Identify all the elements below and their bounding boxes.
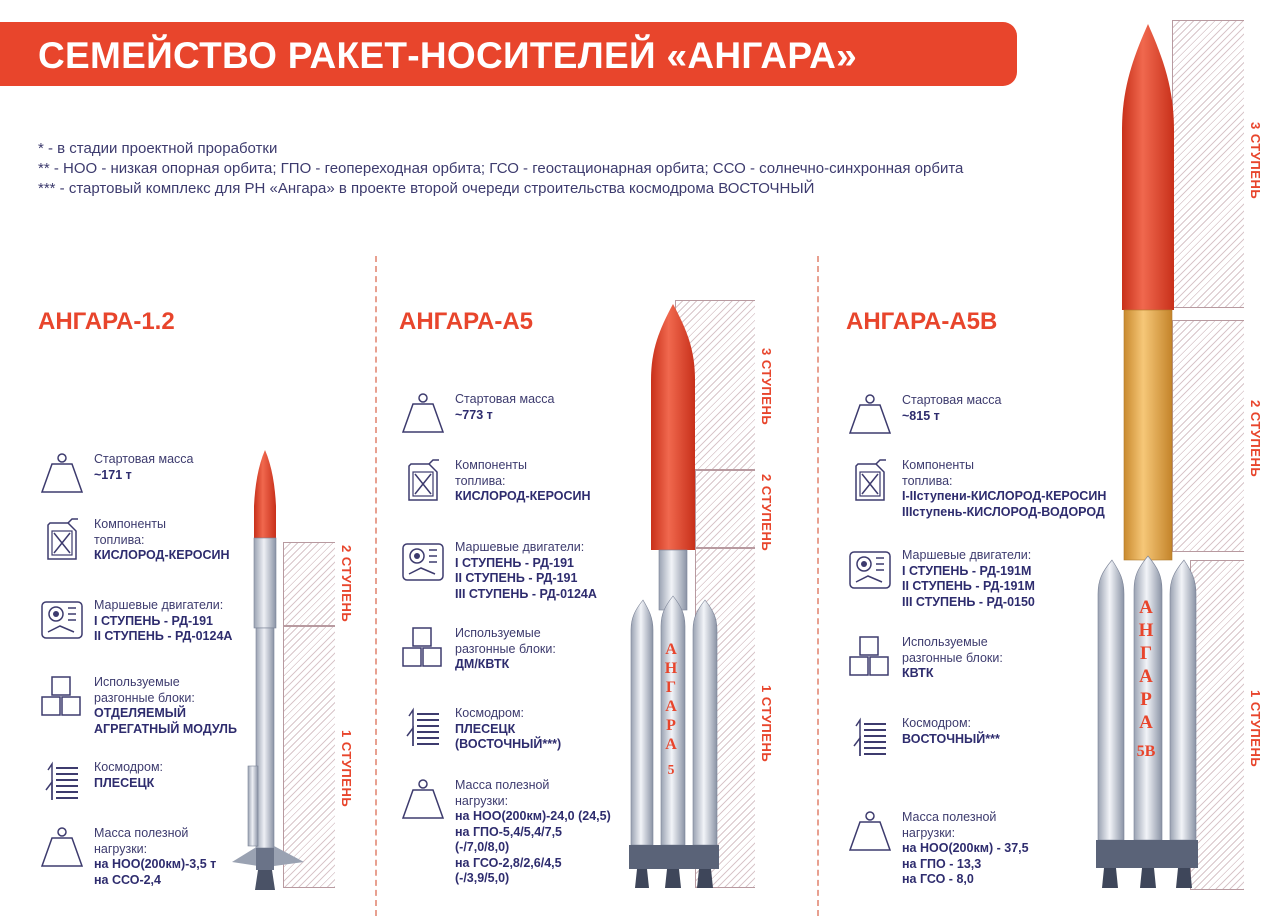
spec-cosmodrome	[399, 706, 561, 753]
spec-fuel	[38, 517, 230, 564]
spec-label: Используемые	[902, 635, 988, 649]
spec-value: на ГПО - 13,3	[902, 856, 982, 871]
spec-label: Масса полезной	[902, 810, 997, 824]
fuel-canister-icon	[846, 458, 894, 502]
spec-label: нагрузки:	[455, 793, 509, 808]
spec-value: (-/7,0/8,0)	[455, 840, 510, 854]
spec-payload	[38, 826, 216, 888]
stage-label: 2 СТУПЕНЬ	[759, 474, 774, 552]
column-divider	[375, 256, 377, 916]
title-banner	[0, 22, 1017, 86]
spec-value: III СТУПЕНЬ - РД-0150	[902, 594, 1035, 609]
engine-icon	[399, 540, 447, 584]
body-letter: Г	[665, 679, 677, 696]
spec-value: КИСЛОРОД-КЕРОСИН	[94, 548, 230, 562]
engine-icon	[38, 598, 86, 642]
spec-value: ПЛЕСЕЦК	[455, 721, 516, 736]
spec-label: Используемые	[94, 675, 180, 689]
spec-label: Космодром:	[902, 716, 972, 730]
rocket-title-angara-1-2: АНГАРА-1.2	[38, 308, 175, 335]
launchpad-icon	[399, 706, 447, 750]
weight-icon	[38, 826, 86, 870]
stage-label: 3 СТУПЕНЬ	[759, 348, 774, 426]
footnotes	[38, 139, 963, 199]
body-letter: А	[1139, 597, 1153, 618]
fuel-canister-icon	[38, 517, 86, 561]
rocket-body-lettering	[1133, 596, 1159, 763]
weight-icon	[399, 392, 447, 436]
spec-value: ПЛЕСЕЦК	[94, 775, 155, 790]
spec-value: на НОО(200км) - 37,5	[902, 841, 1029, 855]
spec-value: ~773 т	[455, 407, 493, 422]
spec-label: Используемые	[455, 626, 541, 640]
boxes-icon	[846, 635, 894, 679]
spec-label: Маршевые двигатели:	[902, 548, 1032, 562]
body-letter: Р	[1140, 689, 1152, 710]
spec-value: ВОСТОЧНЫЙ***	[902, 731, 1000, 746]
spec-value: на НОО(200км)-3,5 т	[94, 857, 217, 871]
spec-value: на ССО-2,4	[94, 872, 161, 887]
engine-icon	[846, 548, 894, 592]
spec-blocks	[38, 675, 237, 737]
weight-icon	[38, 452, 86, 496]
spec-fuel	[399, 458, 591, 505]
body-letter: А	[1139, 666, 1153, 687]
body-suffix: 5	[667, 762, 675, 777]
rocket-title-angara-a5v: АНГАРА-А5В	[846, 308, 998, 335]
spec-label: Стартовая масса	[94, 452, 194, 466]
spec-blocks	[399, 626, 556, 673]
page-title: СЕМЕЙСТВО РАКЕТ-НОСИТЕЛЕЙ «АНГАРА»	[38, 35, 857, 76]
body-letter: А	[665, 641, 677, 658]
spec-value: II СТУПЕНЬ - РД-191	[455, 571, 578, 585]
launchpad-icon	[38, 760, 86, 804]
spec-label: топлива:	[902, 473, 953, 488]
spec-value: ~171 т	[94, 467, 132, 482]
spec-label: разгонные блоки:	[455, 641, 556, 656]
spec-value: I СТУПЕНЬ - РД-191М	[902, 563, 1032, 578]
column-divider	[817, 256, 819, 916]
spec-value: III СТУПЕНЬ - РД-0124А	[455, 586, 597, 601]
spec-label: Космодром:	[455, 706, 525, 720]
body-letter: А	[1139, 712, 1153, 733]
spec-fuel	[846, 458, 1106, 520]
spec-label: Компоненты	[94, 517, 167, 531]
spec-cosmodrome	[38, 760, 163, 804]
spec-value: на ГСО - 8,0	[902, 872, 974, 886]
spec-value: ~815 т	[902, 408, 940, 423]
stage-label: 1 СТУПЕНЬ	[759, 685, 774, 763]
spec-value: IIIступень-КИСЛОРОД-ВОДОРОД	[902, 504, 1105, 519]
spec-cosmodrome	[846, 716, 1000, 760]
spec-mass	[399, 392, 554, 436]
spec-label: Масса полезной	[455, 778, 550, 792]
boxes-icon	[399, 626, 447, 670]
stage-label: 2 СТУПЕНЬ	[1248, 400, 1263, 478]
body-letter: А	[665, 736, 677, 753]
body-letter: А	[665, 698, 677, 715]
spec-label: разгонные блоки:	[94, 690, 195, 705]
spec-label: Космодром:	[94, 760, 164, 774]
weight-icon	[399, 778, 447, 822]
spec-payload	[399, 778, 611, 887]
boxes-icon	[38, 675, 86, 719]
spec-label: топлива:	[94, 532, 145, 547]
body-letter: Г	[1139, 643, 1153, 664]
spec-mass	[38, 452, 193, 496]
launchpad-icon	[846, 716, 894, 760]
spec-label: Маршевые двигатели:	[94, 598, 224, 612]
body-letter: Р	[666, 717, 676, 734]
stage-label: 1 СТУПЕНЬ	[1248, 690, 1263, 768]
spec-label: нагрузки:	[902, 825, 956, 840]
spec-engines	[399, 540, 597, 602]
spec-label: Компоненты	[455, 458, 528, 472]
spec-mass	[846, 393, 1001, 437]
spec-value: ДМ/КВТК	[455, 657, 510, 671]
spec-value: II СТУПЕНЬ - РД-0124А	[94, 629, 233, 643]
spec-value: I-IIступени-КИСЛОРОД-КЕРОСИН	[902, 489, 1107, 503]
spec-label: Стартовая масса	[455, 392, 555, 406]
weight-icon	[846, 810, 894, 854]
spec-label: разгонные блоки:	[902, 650, 1003, 665]
footnote: * - в стадии проектной проработки	[38, 140, 278, 157]
body-suffix: 5В	[1136, 743, 1156, 760]
rocket-angara-1-2-illustration	[230, 446, 306, 892]
body-letter: Н	[1138, 620, 1154, 641]
spec-value: II СТУПЕНЬ - РД-191М	[902, 579, 1035, 593]
spec-value: на НОО(200км)-24,0 (24,5)	[455, 809, 611, 823]
spec-label: топлива:	[455, 473, 506, 488]
stage-label: 3 СТУПЕНЬ	[1248, 122, 1263, 200]
spec-value: на ГСО-2,8/2,6/4,5	[455, 855, 562, 870]
spec-engines	[846, 548, 1035, 610]
spec-value: ОТДЕЛЯЕМЫЙ	[94, 706, 187, 720]
weight-icon	[846, 393, 894, 437]
spec-label: Компоненты	[902, 458, 975, 472]
spec-value: I СТУПЕНЬ - РД-191	[94, 613, 213, 628]
spec-blocks	[846, 635, 1003, 682]
rocket-angara-a5-illustration	[625, 300, 725, 892]
spec-payload	[846, 810, 1029, 888]
footnote: ** - НОО - низкая опорная орбита; ГПО - геопереходная орбита; ГСО - геостационарная орбита; ССО - солнечно-синхронная орбита	[38, 160, 964, 177]
spec-label: Стартовая масса	[902, 393, 1002, 407]
fuel-canister-icon	[399, 458, 447, 502]
body-letter: Н	[664, 660, 678, 677]
stage-label: 2 СТУПЕНЬ	[339, 545, 354, 623]
spec-value: (-/3,9/5,0)	[455, 871, 510, 885]
spec-value: (ВОСТОЧНЫЙ***)	[455, 737, 562, 751]
spec-value: I СТУПЕНЬ - РД-191	[455, 555, 574, 570]
spec-engines	[38, 598, 232, 645]
spec-value: КИСЛОРОД-КЕРОСИН	[455, 489, 591, 503]
stage-label: 1 СТУПЕНЬ	[339, 730, 354, 808]
spec-value: на ГПО-5,4/5,4/7,5	[455, 824, 563, 839]
spec-label: Маршевые двигатели:	[455, 540, 585, 554]
spec-value: КВТК	[902, 666, 934, 680]
footnote: *** - стартовый комплекс для РН «Ангара» в проекте второй очереди строительства космодрома ВОСТОЧНЫЙ	[38, 180, 815, 197]
spec-label: Масса полезной	[94, 826, 189, 840]
spec-label: нагрузки:	[94, 841, 148, 856]
spec-value: АГРЕГАТНЫЙ МОДУЛЬ	[94, 721, 237, 736]
rocket-title-angara-a5: АНГАРА-А5	[399, 308, 533, 335]
rocket-body-lettering	[660, 640, 682, 779]
